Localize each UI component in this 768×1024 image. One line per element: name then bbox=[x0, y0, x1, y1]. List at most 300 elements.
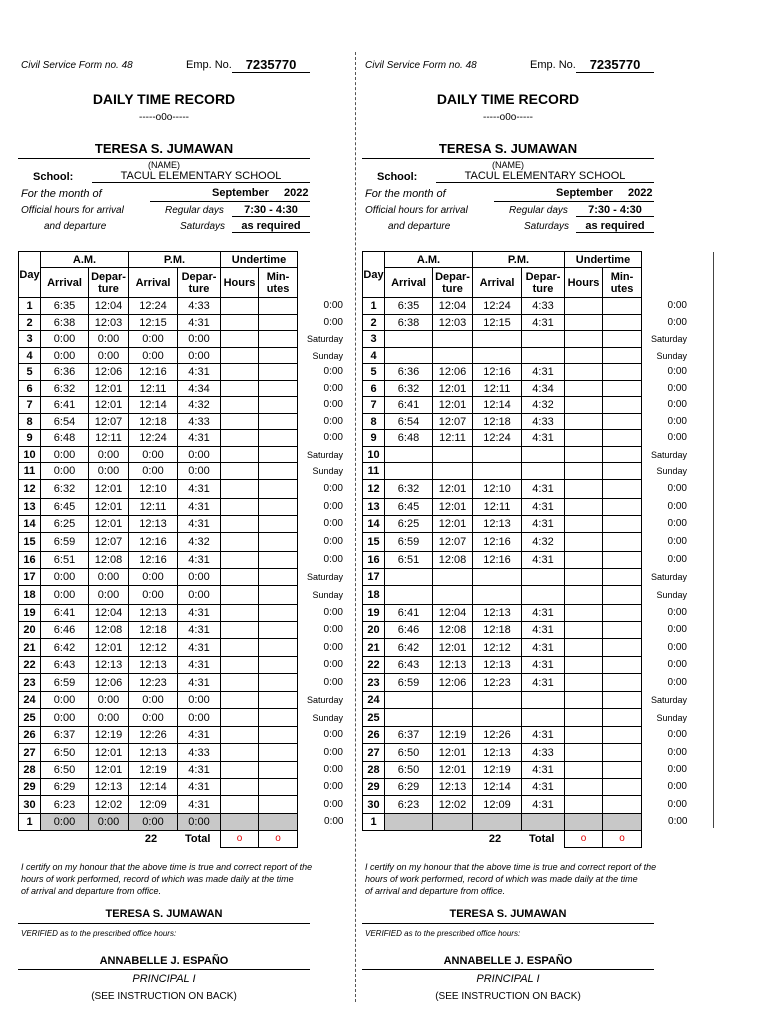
table-right-border bbox=[713, 252, 714, 828]
undertime-hours-cell bbox=[565, 430, 603, 447]
time-cell: 4:31 bbox=[178, 657, 221, 674]
time-record-table bbox=[362, 251, 688, 848]
time-cell bbox=[473, 692, 522, 709]
undertime-hours-cell bbox=[565, 762, 603, 779]
form-title: DAILY TIME RECORD bbox=[436, 91, 580, 107]
day-status: 0:00 bbox=[667, 746, 687, 758]
time-cell: 4:31 bbox=[178, 552, 221, 569]
time-cell: 12:01 bbox=[89, 744, 129, 762]
day-cell: 15 bbox=[19, 533, 41, 552]
am-header: A.M. bbox=[41, 252, 129, 268]
time-cell: 6:25 bbox=[41, 516, 89, 533]
certify-line-3: of arrival and departure from office. bbox=[21, 886, 162, 896]
emp-no-label: Emp. No. bbox=[186, 59, 232, 71]
time-cell: 12:01 bbox=[89, 480, 129, 499]
time-cell: 6:38 bbox=[41, 315, 89, 331]
time-cell bbox=[385, 586, 433, 605]
verifier-position: PRINCIPAL I bbox=[476, 973, 540, 985]
day-cell: 22 bbox=[363, 657, 385, 674]
undertime-hours-cell bbox=[565, 298, 603, 315]
arrival-departure-label: and departure bbox=[44, 221, 107, 232]
undertime-hours-cell bbox=[565, 480, 603, 499]
time-cell: 6:38 bbox=[385, 315, 433, 331]
undertime-minutes-cell bbox=[259, 516, 298, 533]
time-cell: 4:31 bbox=[178, 796, 221, 814]
undertime-minutes-cell bbox=[259, 414, 298, 430]
day-cell: 7 bbox=[19, 397, 41, 414]
undertime-minutes-cell bbox=[259, 331, 298, 348]
time-cell: 12:07 bbox=[433, 414, 473, 430]
undertime-hours-cell bbox=[221, 796, 259, 814]
undertime-hours-cell bbox=[565, 727, 603, 744]
time-cell: 4:32 bbox=[178, 533, 221, 552]
day-status: 0:00 bbox=[323, 501, 343, 512]
day-cell: 6 bbox=[19, 381, 41, 397]
table-row bbox=[363, 463, 688, 480]
time-cell: 12:19 bbox=[129, 762, 178, 779]
time-cell: 12:08 bbox=[433, 622, 473, 639]
time-cell: 4:31 bbox=[178, 762, 221, 779]
undertime-minutes-cell bbox=[603, 779, 642, 796]
day-status: Saturday bbox=[306, 572, 343, 582]
day-status: 0:00 bbox=[323, 659, 343, 670]
time-cell bbox=[385, 569, 433, 586]
undertime-minutes-cell bbox=[603, 657, 642, 674]
time-cell: 6:59 bbox=[41, 533, 89, 552]
undertime-hours-cell bbox=[565, 569, 603, 586]
hours-header: Hours bbox=[565, 268, 603, 298]
table-row bbox=[363, 364, 688, 381]
dtr-copy-left bbox=[0, 0, 360, 1024]
day-cell: 25 bbox=[363, 709, 385, 727]
undertime-minutes-cell bbox=[603, 814, 642, 831]
departure-part-2: ture bbox=[188, 282, 210, 295]
time-cell: 0:00 bbox=[178, 586, 221, 605]
verifier-line bbox=[362, 969, 654, 970]
month-label: For the month of bbox=[21, 188, 102, 200]
day-cell: 26 bbox=[19, 727, 41, 744]
am-departure-header bbox=[433, 268, 473, 298]
total-days: 22 bbox=[144, 833, 158, 846]
undertime-hours-cell bbox=[565, 796, 603, 814]
day-cell: 4 bbox=[19, 348, 41, 364]
pm-arrival-header: Arrival bbox=[473, 268, 522, 298]
time-cell bbox=[473, 447, 522, 463]
time-cell bbox=[522, 814, 565, 831]
undertime-hours-cell bbox=[221, 605, 259, 622]
day-status: Saturday bbox=[306, 334, 343, 344]
time-cell: 12:24 bbox=[129, 298, 178, 315]
time-cell: 4:31 bbox=[178, 480, 221, 499]
day-status: 0:00 bbox=[323, 676, 343, 688]
time-cell: 0:00 bbox=[89, 569, 129, 586]
verifier-name: ANNABELLE J. ESPAÑO bbox=[99, 955, 229, 967]
table-row bbox=[363, 348, 688, 364]
time-cell: 12:14 bbox=[473, 779, 522, 796]
time-cell: 6:59 bbox=[385, 674, 433, 692]
time-cell bbox=[522, 463, 565, 480]
day-cell: 16 bbox=[363, 552, 385, 569]
time-cell: 0:00 bbox=[41, 692, 89, 709]
undertime-minutes-cell bbox=[259, 727, 298, 744]
official-hours-label: Official hours for arrival bbox=[21, 205, 124, 216]
month-field bbox=[494, 187, 654, 202]
undertime-minutes-cell bbox=[603, 331, 642, 348]
time-cell: 6:37 bbox=[385, 727, 433, 744]
time-cell: 12:16 bbox=[129, 552, 178, 569]
time-cell bbox=[473, 331, 522, 348]
undertime-minutes-cell bbox=[603, 552, 642, 569]
time-cell: 12:03 bbox=[89, 315, 129, 331]
day-status: 0:00 bbox=[667, 399, 687, 410]
signer-name: TERESA S. JUMAWAN bbox=[105, 908, 223, 920]
am-arrival-header: Arrival bbox=[41, 268, 89, 298]
day-status: Sunday bbox=[312, 466, 343, 476]
saturdays-label: Saturdays bbox=[524, 221, 570, 232]
table-row bbox=[19, 533, 344, 552]
table-row bbox=[363, 657, 688, 674]
total-spacer bbox=[41, 831, 89, 848]
table-row bbox=[363, 315, 688, 331]
undertime-minutes-cell bbox=[259, 447, 298, 463]
undertime-hours-cell bbox=[565, 709, 603, 727]
time-cell: 0:00 bbox=[41, 331, 89, 348]
time-cell: 6:25 bbox=[385, 516, 433, 533]
total-minutes: o bbox=[259, 831, 298, 848]
time-cell: 0:00 bbox=[41, 348, 89, 364]
time-cell: 12:13 bbox=[473, 657, 522, 674]
emp-no-value: 7235770 bbox=[576, 57, 654, 73]
time-cell: 12:13 bbox=[473, 605, 522, 622]
day-status: 0:00 bbox=[667, 316, 687, 328]
time-cell: 12:10 bbox=[129, 480, 178, 499]
time-cell bbox=[385, 348, 433, 364]
day-cell: 28 bbox=[363, 762, 385, 779]
emp-no-value: 7235770 bbox=[232, 57, 310, 73]
day-status: 0:00 bbox=[667, 676, 687, 688]
undertime-hours-cell bbox=[221, 657, 259, 674]
day-cell: 30 bbox=[363, 796, 385, 814]
time-cell: 4:31 bbox=[178, 622, 221, 639]
time-cell: 4:31 bbox=[522, 727, 565, 744]
certify-line-1: I certify on my honour that the above time is true and correct report of the bbox=[21, 862, 313, 872]
time-cell: 6:45 bbox=[41, 499, 89, 516]
time-cell: 6:48 bbox=[385, 430, 433, 447]
day-cell: 29 bbox=[19, 779, 41, 796]
undertime-hours-cell bbox=[565, 552, 603, 569]
time-cell bbox=[473, 814, 522, 831]
undertime-hours-cell bbox=[565, 397, 603, 414]
day-status: 0:00 bbox=[323, 483, 343, 494]
day-status: Saturday bbox=[650, 695, 687, 705]
undertime-hours-cell bbox=[221, 727, 259, 744]
saturdays-value: as required bbox=[232, 220, 310, 233]
time-cell: 0:00 bbox=[89, 692, 129, 709]
time-cell: 6:50 bbox=[385, 762, 433, 779]
table-row bbox=[363, 447, 688, 463]
time-cell: 6:32 bbox=[385, 480, 433, 499]
time-cell: 4:34 bbox=[522, 381, 565, 397]
blank-header bbox=[298, 268, 344, 298]
day-status: Sunday bbox=[312, 350, 343, 361]
time-cell: 6:48 bbox=[41, 430, 89, 447]
civil-service-form-label: Civil Service Form no. 48 bbox=[21, 60, 133, 71]
undertime-hours-cell bbox=[221, 639, 259, 657]
undertime-hours-cell bbox=[221, 533, 259, 552]
undertime-hours-cell bbox=[221, 447, 259, 463]
day-cell: 28 bbox=[19, 762, 41, 779]
pm-departure-header bbox=[178, 268, 221, 298]
verified-label: VERIFIED as to the prescribed office hours: bbox=[21, 929, 177, 938]
day-status: Saturday bbox=[306, 695, 343, 705]
time-cell: 4:33 bbox=[178, 414, 221, 430]
table-row bbox=[363, 480, 688, 499]
month-value: September bbox=[556, 187, 613, 199]
certify-line-2: hours of work performed, record of which was made daily at the time bbox=[21, 874, 294, 884]
verifier-line bbox=[18, 969, 310, 970]
time-cell: 6:59 bbox=[41, 674, 89, 692]
pm-header: P.M. bbox=[129, 252, 221, 268]
time-cell: 6:45 bbox=[385, 499, 433, 516]
day-cell: 7 bbox=[363, 397, 385, 414]
day-cell: 1 bbox=[363, 814, 385, 831]
day-cell: 2 bbox=[363, 315, 385, 331]
time-cell: 6:36 bbox=[385, 364, 433, 381]
day-status: 0:00 bbox=[667, 483, 687, 494]
day-status: 0:00 bbox=[323, 729, 343, 740]
day-cell: 29 bbox=[363, 779, 385, 796]
time-cell: 12:07 bbox=[433, 533, 473, 552]
time-cell: 6:51 bbox=[41, 552, 89, 569]
day-header: Day bbox=[363, 252, 385, 298]
time-cell: 0:00 bbox=[178, 692, 221, 709]
undertime-hours-cell bbox=[221, 709, 259, 727]
blank-header bbox=[298, 252, 344, 268]
time-cell: 12:12 bbox=[473, 639, 522, 657]
day-cell: 23 bbox=[363, 674, 385, 692]
am-arrival-header: Arrival bbox=[385, 268, 433, 298]
time-cell: 12:01 bbox=[433, 762, 473, 779]
time-cell: 12:06 bbox=[433, 674, 473, 692]
undertime-minutes-cell bbox=[603, 348, 642, 364]
undertime-minutes-cell bbox=[603, 298, 642, 315]
time-cell: 12:18 bbox=[129, 414, 178, 430]
time-cell: 12:11 bbox=[473, 499, 522, 516]
total-days: 22 bbox=[488, 833, 502, 846]
regular-days-value: 7:30 - 4:30 bbox=[232, 204, 310, 217]
month-label: For the month of bbox=[365, 188, 446, 200]
day-status: 0:00 bbox=[323, 536, 343, 547]
undertime-minutes-cell bbox=[259, 657, 298, 674]
table-row bbox=[19, 605, 344, 622]
day-status: 0:00 bbox=[667, 300, 687, 311]
day-cell: 27 bbox=[19, 744, 41, 762]
undertime-hours-cell bbox=[565, 605, 603, 622]
time-cell: 0:00 bbox=[129, 586, 178, 605]
time-cell: 12:13 bbox=[89, 779, 129, 796]
table-row bbox=[363, 639, 688, 657]
day-status: 0:00 bbox=[667, 798, 687, 810]
time-record-table bbox=[18, 251, 344, 848]
table-row bbox=[19, 331, 344, 348]
time-cell bbox=[433, 447, 473, 463]
time-cell: 4:31 bbox=[522, 622, 565, 639]
time-cell: 12:04 bbox=[433, 298, 473, 315]
time-cell: 4:32 bbox=[522, 397, 565, 414]
time-cell: 6:59 bbox=[385, 533, 433, 552]
undertime-hours-cell bbox=[221, 692, 259, 709]
day-status: 0:00 bbox=[323, 798, 343, 810]
saturdays-value: as required bbox=[576, 220, 654, 233]
time-cell: 0:00 bbox=[41, 447, 89, 463]
time-cell: 4:31 bbox=[178, 499, 221, 516]
total-label: Total bbox=[185, 833, 211, 846]
time-cell: 12:14 bbox=[129, 397, 178, 414]
table-row bbox=[19, 315, 344, 331]
undertime-minutes-cell bbox=[603, 533, 642, 552]
table-row bbox=[363, 622, 688, 639]
day-status: 0:00 bbox=[667, 641, 687, 653]
time-cell: 12:13 bbox=[129, 744, 178, 762]
time-cell: 12:01 bbox=[433, 499, 473, 516]
time-record-rows bbox=[363, 298, 688, 831]
time-cell: 12:07 bbox=[89, 533, 129, 552]
time-cell: 4:33 bbox=[522, 744, 565, 762]
time-cell: 12:12 bbox=[129, 639, 178, 657]
time-cell: 12:11 bbox=[89, 430, 129, 447]
day-cell: 18 bbox=[363, 586, 385, 605]
time-cell: 12:02 bbox=[433, 796, 473, 814]
day-status: 0:00 bbox=[323, 300, 343, 311]
time-cell: 12:19 bbox=[89, 727, 129, 744]
time-cell: 12:11 bbox=[433, 430, 473, 447]
undertime-header: Undertime bbox=[565, 252, 642, 268]
time-cell: 0:00 bbox=[89, 709, 129, 727]
day-status: 0:00 bbox=[323, 316, 343, 328]
total-hours: o bbox=[221, 831, 259, 848]
table-row bbox=[363, 414, 688, 430]
day-status: 0:00 bbox=[667, 536, 687, 547]
time-cell: 6:42 bbox=[41, 639, 89, 657]
time-cell: 6:46 bbox=[385, 622, 433, 639]
undertime-minutes-cell bbox=[259, 814, 298, 831]
month-value: September bbox=[212, 187, 269, 199]
title-ornament: -----o0o----- bbox=[139, 112, 189, 123]
undertime-hours-cell bbox=[221, 499, 259, 516]
time-cell: 4:31 bbox=[522, 516, 565, 533]
undertime-hours-cell bbox=[565, 516, 603, 533]
name-line bbox=[18, 158, 310, 159]
day-status: 0:00 bbox=[667, 729, 687, 740]
undertime-hours-cell bbox=[221, 463, 259, 480]
time-cell bbox=[522, 586, 565, 605]
table-row bbox=[363, 397, 688, 414]
table-row bbox=[19, 796, 344, 814]
time-cell bbox=[522, 331, 565, 348]
time-cell: 0:00 bbox=[89, 447, 129, 463]
time-cell: 12:08 bbox=[89, 552, 129, 569]
time-cell: 6:29 bbox=[41, 779, 89, 796]
table-row bbox=[19, 397, 344, 414]
time-cell: 4:31 bbox=[522, 499, 565, 516]
time-cell: 12:24 bbox=[473, 298, 522, 315]
table-row bbox=[363, 298, 688, 315]
time-cell: 4:31 bbox=[522, 364, 565, 381]
total-label: Total bbox=[529, 833, 555, 846]
table-row bbox=[363, 569, 688, 586]
signer-line bbox=[18, 923, 310, 924]
time-cell: 12:13 bbox=[433, 779, 473, 796]
undertime-hours-cell bbox=[565, 463, 603, 480]
time-cell: 4:31 bbox=[522, 674, 565, 692]
undertime-minutes-cell bbox=[603, 516, 642, 533]
time-cell: 0:00 bbox=[41, 709, 89, 727]
time-cell: 12:23 bbox=[473, 674, 522, 692]
table-row bbox=[19, 657, 344, 674]
certify-line-3: of arrival and departure from office. bbox=[365, 886, 506, 896]
day-status: 0:00 bbox=[323, 366, 343, 377]
time-cell: 12:13 bbox=[129, 516, 178, 533]
time-cell: 4:31 bbox=[522, 552, 565, 569]
undertime-hours-cell bbox=[221, 569, 259, 586]
time-cell: 4:31 bbox=[178, 364, 221, 381]
day-status: 0:00 bbox=[667, 554, 687, 565]
day-cell: 13 bbox=[19, 499, 41, 516]
day-cell: 20 bbox=[363, 622, 385, 639]
day-cell: 14 bbox=[363, 516, 385, 533]
day-status: Sunday bbox=[656, 466, 687, 476]
undertime-minutes-cell bbox=[259, 315, 298, 331]
undertime-hours-cell bbox=[565, 331, 603, 348]
verifier-position: PRINCIPAL I bbox=[132, 973, 196, 985]
hours-header: Hours bbox=[221, 268, 259, 298]
official-hours-label: Official hours for arrival bbox=[365, 205, 468, 216]
undertime-minutes-cell bbox=[603, 499, 642, 516]
time-cell: 12:01 bbox=[433, 381, 473, 397]
table-row bbox=[19, 692, 344, 709]
time-cell bbox=[473, 569, 522, 586]
undertime-minutes-cell bbox=[603, 622, 642, 639]
table-row bbox=[19, 348, 344, 364]
time-cell: 0:00 bbox=[129, 814, 178, 831]
day-status: 0:00 bbox=[323, 641, 343, 653]
day-cell: 24 bbox=[19, 692, 41, 709]
blank-header bbox=[642, 252, 688, 268]
time-cell bbox=[522, 569, 565, 586]
undertime-minutes-cell bbox=[259, 639, 298, 657]
table-row bbox=[363, 381, 688, 397]
time-cell: 4:31 bbox=[522, 657, 565, 674]
day-status: 0:00 bbox=[323, 382, 343, 394]
time-cell: 0:00 bbox=[178, 348, 221, 364]
time-cell: 0:00 bbox=[129, 709, 178, 727]
time-cell: 4:33 bbox=[522, 298, 565, 315]
undertime-hours-cell bbox=[565, 533, 603, 552]
table-row bbox=[363, 331, 688, 348]
time-cell: 6:35 bbox=[385, 298, 433, 315]
time-cell: 0:00 bbox=[89, 463, 129, 480]
minutes-part-1: Min- bbox=[610, 270, 634, 283]
time-cell: 12:16 bbox=[473, 552, 522, 569]
total-spacer bbox=[433, 831, 473, 848]
time-cell: 0:00 bbox=[129, 447, 178, 463]
day-status: Saturday bbox=[306, 449, 343, 460]
undertime-minutes-cell bbox=[603, 796, 642, 814]
undertime-hours-cell bbox=[221, 381, 259, 397]
time-cell: 12:07 bbox=[89, 414, 129, 430]
time-cell: 4:31 bbox=[178, 516, 221, 533]
total-spacer bbox=[385, 831, 433, 848]
